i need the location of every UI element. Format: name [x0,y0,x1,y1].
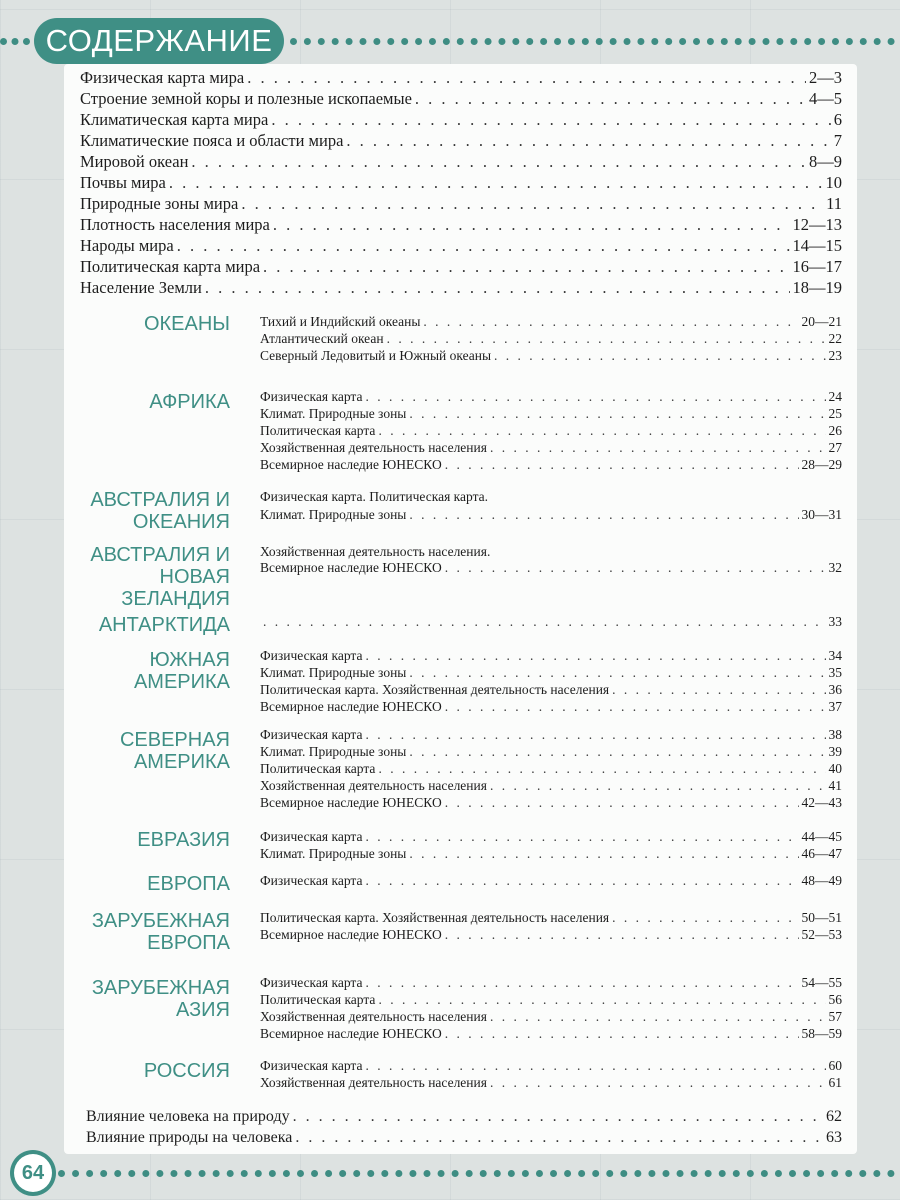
toc-entry-title: Физическая карта [260,829,363,844]
toc-entry[interactable] [260,1075,842,1091]
toc-entry-title: Физическая карта [260,648,363,663]
section-heading-line: ЕВРОПА [147,932,230,954]
dot-leader [387,331,826,347]
toc-entry[interactable] [80,215,842,235]
toc-entry[interactable] [260,389,842,405]
toc-entry-title: Всемирное наследие ЮНЕСКО [260,1026,442,1041]
toc-entry-page: 24 [828,389,842,404]
toc-entry[interactable] [260,873,842,889]
toc-entry[interactable] [260,440,842,456]
dot-leader [409,744,825,760]
toc-entry-title: Население Земли [80,278,202,297]
dot-leader [445,699,826,715]
toc-entry-title: Почвы мира [80,173,166,192]
toc-entry[interactable] [260,507,842,523]
toc-entry[interactable] [80,257,842,277]
toc-entry-page: 22 [828,331,842,346]
dot-leader [409,507,798,523]
section-heading [90,489,230,533]
toc-entry-title: Всемирное наследие ЮНЕСКО [260,560,442,575]
toc-entry-page: 44—45 [801,829,842,844]
dot-leader [273,215,790,235]
dot-leader [263,614,826,630]
toc-entry-title: Влияние природы на человека [86,1129,293,1146]
toc-entry-page: 42—43 [801,795,842,810]
dot-leader [177,236,790,256]
toc-entry[interactable] [260,992,842,1008]
toc-entry-title: Климат. Природные зоны [260,406,407,421]
toc-entry-title: Климат. Природные зоны [260,507,407,522]
toc-entry-page: 52—53 [801,927,842,942]
toc-entry-title: Тихий и Индийский океаны [260,314,421,329]
section-heading [134,649,230,693]
toc-entry[interactable] [260,795,842,811]
toc-entry-page: 33 [828,614,842,629]
toc-entry-title: Политическая карта [260,761,376,776]
toc-entry-page: 20—21 [801,314,842,329]
toc-entry-title: Климат. Природные зоны [260,846,407,861]
toc-entry-page: 8—9 [809,152,842,171]
toc-entry[interactable] [260,927,842,943]
dot-leader [612,910,798,926]
top-dotted-rule-left [0,38,30,45]
section-heading [149,391,230,413]
toc-entry[interactable] [260,699,842,715]
toc-entry-page: 63 [826,1129,842,1146]
toc-entry-page: 30—31 [801,507,842,522]
toc-entry-title: Всемирное наследие ЮНЕСКО [260,927,442,942]
dot-leader [409,406,825,422]
toc-entry-page: 56 [828,992,842,1007]
toc-entry[interactable] [86,1129,842,1147]
toc-entry-title: Строение земной коры и полезные ископаемые [80,89,412,108]
toc-entry-page: 27 [828,440,842,455]
dot-leader [365,1058,825,1074]
toc-entry[interactable] [80,89,842,109]
toc-entry[interactable] [80,194,842,214]
section-heading-line: АФРИКА [149,391,230,413]
dot-leader [494,348,825,364]
toc-entry[interactable] [260,614,842,630]
section-heading [92,910,230,954]
page-number-badge [10,1150,56,1196]
toc-entry[interactable] [260,348,842,364]
dot-leader [445,795,799,811]
dot-leader [378,761,825,777]
toc-entry-page: 40 [828,761,842,776]
section-heading [147,873,230,895]
toc-entry-page: 18—19 [792,278,842,297]
toc-entry[interactable] [80,278,842,298]
toc-entry[interactable] [260,560,842,576]
toc-entry[interactable] [260,423,842,439]
section-heading [144,1060,230,1082]
toc-entry-title: Всемирное наследие ЮНЕСКО [260,457,442,472]
section-heading-line: АВСТРАЛИЯ И [90,489,230,511]
dot-leader [263,257,789,277]
toc-entry-page: 37 [828,699,842,714]
toc-entry[interactable] [260,331,842,347]
section-heading-line: АНТАРКТИДА [98,614,230,636]
section-heading-line: АВСТРАЛИЯ И [90,544,230,566]
toc-entry[interactable] [260,1026,842,1042]
toc-entry[interactable] [80,236,842,256]
top-dotted-rule [290,38,895,45]
toc-entry[interactable] [260,727,842,743]
toc-entry-title: Хозяйственная деятельность населения [260,778,487,793]
toc-entry-page: 10 [825,173,842,192]
toc-entry-page: 14—15 [792,236,842,255]
dot-leader [409,846,798,862]
dot-leader [295,1129,823,1147]
toc-entry-page: 34 [828,648,842,663]
section-heading-line: АЗИЯ [175,999,230,1021]
section-heading-line: АМЕРИКА [133,671,230,693]
toc-entry-page: 25 [828,406,842,421]
toc-entry[interactable] [260,846,842,862]
toc-entry-title: Физическая карта [260,873,363,888]
toc-entry-page: 39 [828,744,842,759]
dot-leader [346,131,830,151]
dot-leader [247,68,806,88]
toc-entry-title: Северный Ледовитый и Южный океаны [260,348,492,363]
section-heading [99,614,230,636]
section-heading [120,729,230,773]
toc-entry-title: Влияние человека на природу [86,1108,290,1125]
toc-entry-page: 38 [828,727,842,742]
dot-leader [365,975,798,991]
toc-entry[interactable] [260,778,842,794]
toc-entry-page: 12—13 [792,215,842,234]
toc-entry-page: 62 [826,1108,842,1125]
toc-entry[interactable] [260,744,842,760]
toc-entry[interactable] [260,665,842,681]
toc-entry-title: Атлантический океан [260,331,384,346]
section-heading-line: ОКЕАНЫ [143,313,230,335]
toc-entry-page: 4—5 [809,89,842,108]
dot-leader [378,992,825,1008]
section-heading-line: ЗЕЛАНДИЯ [121,588,230,610]
dot-leader [365,727,825,743]
toc-entry[interactable] [260,829,842,845]
toc-entry-page: 46—47 [801,846,842,861]
dot-leader [293,1108,823,1126]
toc-entry[interactable] [80,152,842,172]
toc-entry-title: Хозяйственная деятельность населения. [260,544,491,559]
dot-leader [365,389,825,405]
toc-entry[interactable] [80,131,842,151]
dot-leader [205,278,790,298]
dot-leader [445,560,826,576]
toc-entry-title: Политическая карта мира [80,257,261,276]
toc-entry-title: Хозяйственная деятельность населения [260,1075,487,1090]
dot-leader [445,1026,799,1042]
toc-entry[interactable] [80,110,842,130]
section-heading [144,313,230,335]
toc-entry[interactable] [260,457,842,473]
toc-entry-page: 11 [826,194,842,213]
toc-entry-page: 7 [833,131,842,150]
toc-entry-title: Народы мира [80,236,174,255]
dot-leader [490,1075,826,1091]
page-number: 64 [14,1154,52,1192]
toc-entry-title: Климат. Природные зоны [260,665,407,680]
toc-entry[interactable] [86,1108,842,1126]
toc-entry-page: 50—51 [801,910,842,925]
section-heading-line: ЗАРУБЕЖНАЯ [91,910,230,932]
toc-entry-page: 6 [833,110,842,129]
toc-entry-title: Климат. Природные зоны [260,744,407,759]
section-heading-line: ОКЕАНИЯ [132,511,230,533]
dot-leader [378,423,825,439]
toc-entry-title: Хозяйственная деятельность населения [260,1009,487,1024]
toc-entry-title: Политическая карта [260,992,376,1007]
toc-entry-title: Физическая карта [260,1058,363,1073]
toc-entry-title: Всемирное наследие ЮНЕСКО [260,795,442,810]
dot-leader [191,152,806,172]
toc-entry-title: Политическая карта [260,423,376,438]
toc-entry[interactable] [260,910,842,926]
dot-leader [409,665,825,681]
toc-entry-page: 41 [828,778,842,793]
toc-entry-title: Политическая карта. Хозяйственная деятельность населения [260,910,610,925]
toc-entry-page: 48—49 [801,873,842,888]
toc-entry-page: 28—29 [801,457,842,472]
dot-leader [612,682,825,698]
dot-leader [415,89,806,109]
toc-entry[interactable] [260,648,842,664]
section-heading-line: РОССИЯ [143,1060,230,1082]
section-heading-line: СЕВЕРНАЯ [119,729,230,751]
section-heading-line: НОВАЯ [159,566,230,588]
toc-entry[interactable] [80,68,842,88]
dot-leader [490,778,826,794]
toc-entry[interactable] [260,1058,842,1074]
toc-entry-title: Физическая карта [260,727,363,742]
dot-leader [365,829,798,845]
toc-entry-title: Мировой океан [80,152,189,171]
toc-entry-title: Физическая карта мира [80,68,245,87]
toc-entry-title: Политическая карта. Хозяйственная деятельность населения [260,682,610,697]
dot-leader [490,440,826,456]
toc-entry[interactable] [80,173,842,193]
section-heading-line: ЕВРАЗИЯ [137,829,230,851]
toc-entry-page: 16—17 [792,257,842,276]
page-title: СОДЕРЖАНИЕ [34,18,284,64]
dot-leader [365,873,798,889]
toc-entry-title: Физическая карта [260,389,363,404]
section-heading-line: ЕВРОПА [147,873,230,895]
toc-entry-page: 58—59 [801,1026,842,1041]
dot-leader [365,648,825,664]
dot-leader [423,314,798,330]
toc-entry-title: Всемирное наследие ЮНЕСКО [260,699,442,714]
toc-entry[interactable] [260,406,842,422]
toc-entry-page: 60 [828,1058,842,1073]
toc-entry[interactable] [260,975,842,991]
toc-entry[interactable] [260,682,842,698]
toc-entry-title: Физическая карта [260,975,363,990]
toc-entry-page: 2—3 [809,68,842,87]
dot-leader [241,194,823,214]
toc-entry-page: 57 [828,1009,842,1024]
section-heading [137,829,230,851]
toc-entry-page: 23 [828,348,842,363]
dot-leader [445,457,799,473]
toc-entry[interactable] [260,1009,842,1025]
toc-entry-page: 36 [828,682,842,697]
section-heading-line: ЗАРУБЕЖНАЯ [91,977,230,999]
toc-entry-title: Плотность населения мира [80,215,270,234]
toc-entry-page: 32 [828,560,842,575]
section-heading-line: АМЕРИКА [133,751,230,773]
bottom-dotted-rule [58,1170,895,1177]
section-heading-line: ЮЖНАЯ [149,649,230,671]
toc-entry-page: 35 [828,665,842,680]
dot-leader [271,110,830,130]
section-heading [92,977,230,1021]
toc-entry[interactable] [260,314,842,330]
section-heading [90,544,230,610]
toc-entry-page: 26 [828,423,842,438]
toc-entry-title: Физическая карта. Политическая карта. [260,489,489,504]
toc-entry-title: Климатические пояса и области мира [80,131,344,150]
toc-entry-title: Климатическая карта мира [80,110,269,129]
dot-leader [445,927,799,943]
toc-entry[interactable] [260,761,842,777]
dot-leader [490,1009,826,1025]
toc-entry-page: 54—55 [801,975,842,990]
toc-entry-title: Хозяйственная деятельность населения [260,440,487,455]
toc-entry-title: Природные зоны мира [80,194,239,213]
dot-leader [169,173,823,193]
toc-entry-page: 61 [828,1075,842,1090]
